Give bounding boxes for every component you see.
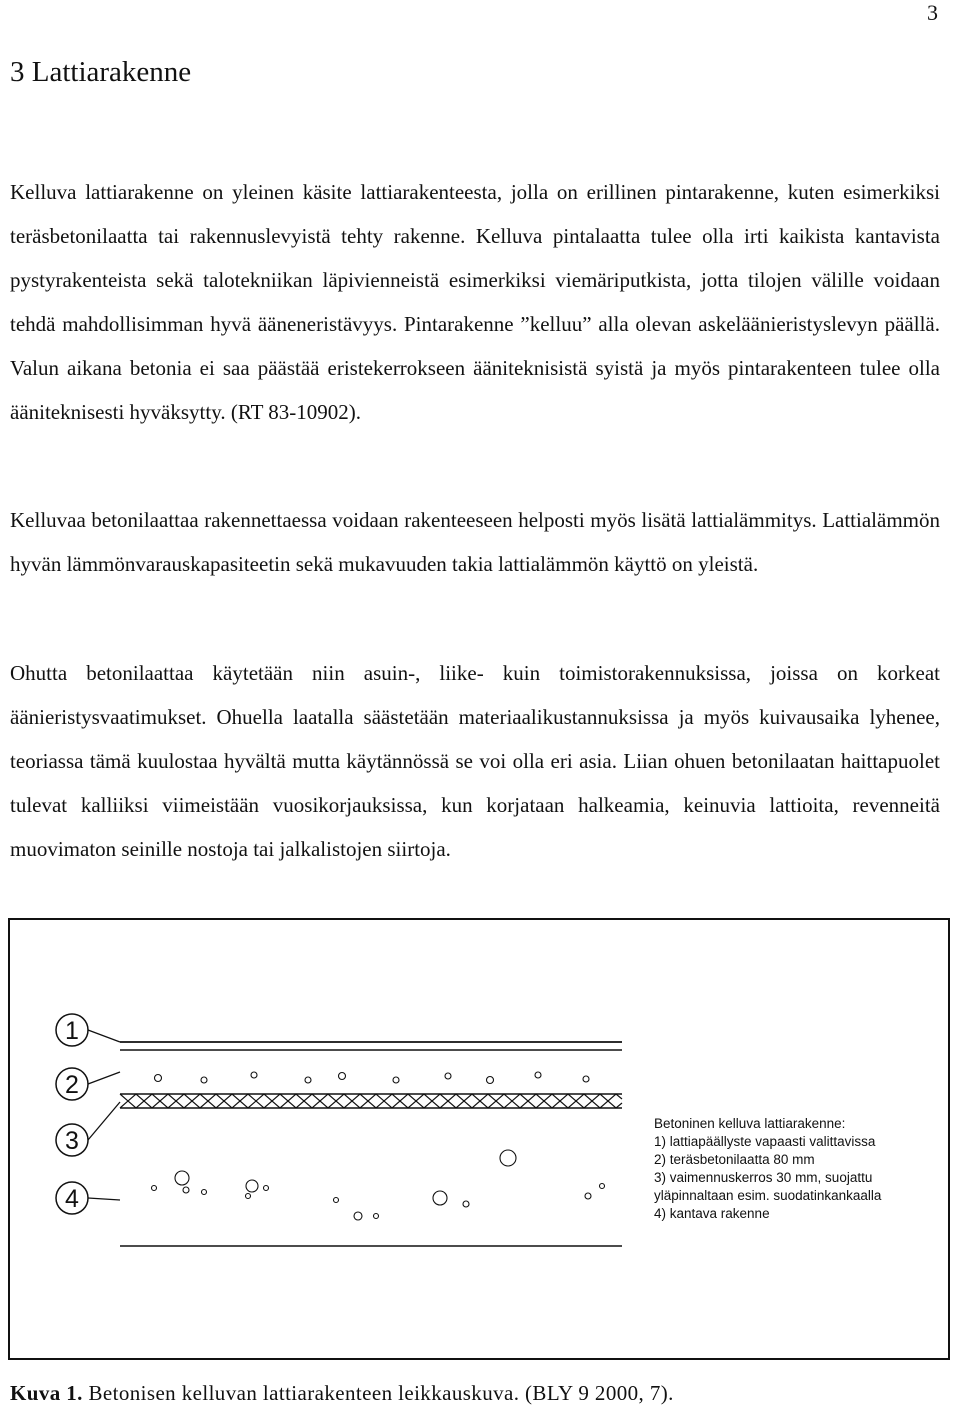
marker-1-label: 1: [65, 1017, 79, 1045]
marker-2-label: 2: [65, 1071, 79, 1099]
legend-item-2: 2) teräsbetonilaatta 80 mm: [654, 1152, 815, 1167]
section-heading: 3 Lattiarakenne: [10, 56, 192, 88]
paragraph-floating-floor: Kelluva lattiarakenne on yleinen käsite lattiarakenteesta, jolla on erillinen pintarakenne, kuten esimerkiksi teräsbetonilaatta tai rakennuslevyistä tehty rakenne. Kelluva pintalaatta tulee olla irti kaikista kantavista pystyrakenteista sekä talotekniikan läpivienneistä esimerkiksi viemäriputkista, jotta tilojen välille voidaan tehdä mahdollisimman hyvä ääneneristävyys. Pintarakenne ”kelluu” alla olevan askeläänieristyslevyn päällä. Valun aikana betonia ei saa päästää eristekerrokseen ääniteknisistä syistä ja myös pintarakenteen tulee olla ääniteknisesti hyväksytty. (RT 83-10902).: [10, 180, 940, 424]
legend-item-1: 1) lattiapäällyste vapaasti valittavissa: [654, 1134, 876, 1149]
page-number: 3: [927, 0, 938, 25]
legend-title: Betoninen kelluva lattiarakenne:: [654, 1116, 846, 1131]
caption-text: Betonisen kelluvan lattiarakenteen leikkauskuva. (BLY 9 2000, 7).: [82, 1381, 674, 1405]
marker-4-label: 4: [65, 1185, 79, 1213]
legend-item-4: 4) kantava rakenne: [654, 1206, 770, 1221]
paragraph-floor-heating: Kelluvaa betonilaattaa rakennettaessa voidaan rakenteeseen helposti myös lisätä lattialämmitys. Lattialämmön hyvän lämmönvarauskapasiteetin sekä mukavuuden takia lattialämmön käyttö on yleistä.: [10, 508, 940, 576]
marker-3-label: 3: [65, 1127, 79, 1155]
floor-section-figure: [8, 918, 950, 1360]
figure-caption: [10, 1380, 674, 1406]
legend-item-3: 3) vaimennuskerros 30 mm, suojattu: [654, 1170, 873, 1185]
legend-item-3-cont: yläpinnaltaan esim. suodatinkankaalla: [654, 1188, 882, 1203]
paragraph-thin-slab: Ohutta betonilaattaa käytetään niin asuin-, liike- kuin toimistorakennuksissa, joissa on korkeat äänieristysvaatimukset. Ohuella laatalla säästetään materiaalikustannuksissa ja myös kuivausaika lyhenee, teoriassa tämä kuulostaa hyvältä mutta käytännössä se voi olla eri asia. Liian ohuen betonilaatan haittapuolet tulevat kalliiksi viimeistään vuosikorjauksissa, kun korjataan halkeamia, keinuvia lattioita, revenneitä muovimaton seinille nostoja tai jalkalistojen siirtoja.: [10, 661, 940, 861]
caption-label: Kuva 1.: [10, 1381, 83, 1405]
floor-section-drawing: [8, 918, 950, 1360]
